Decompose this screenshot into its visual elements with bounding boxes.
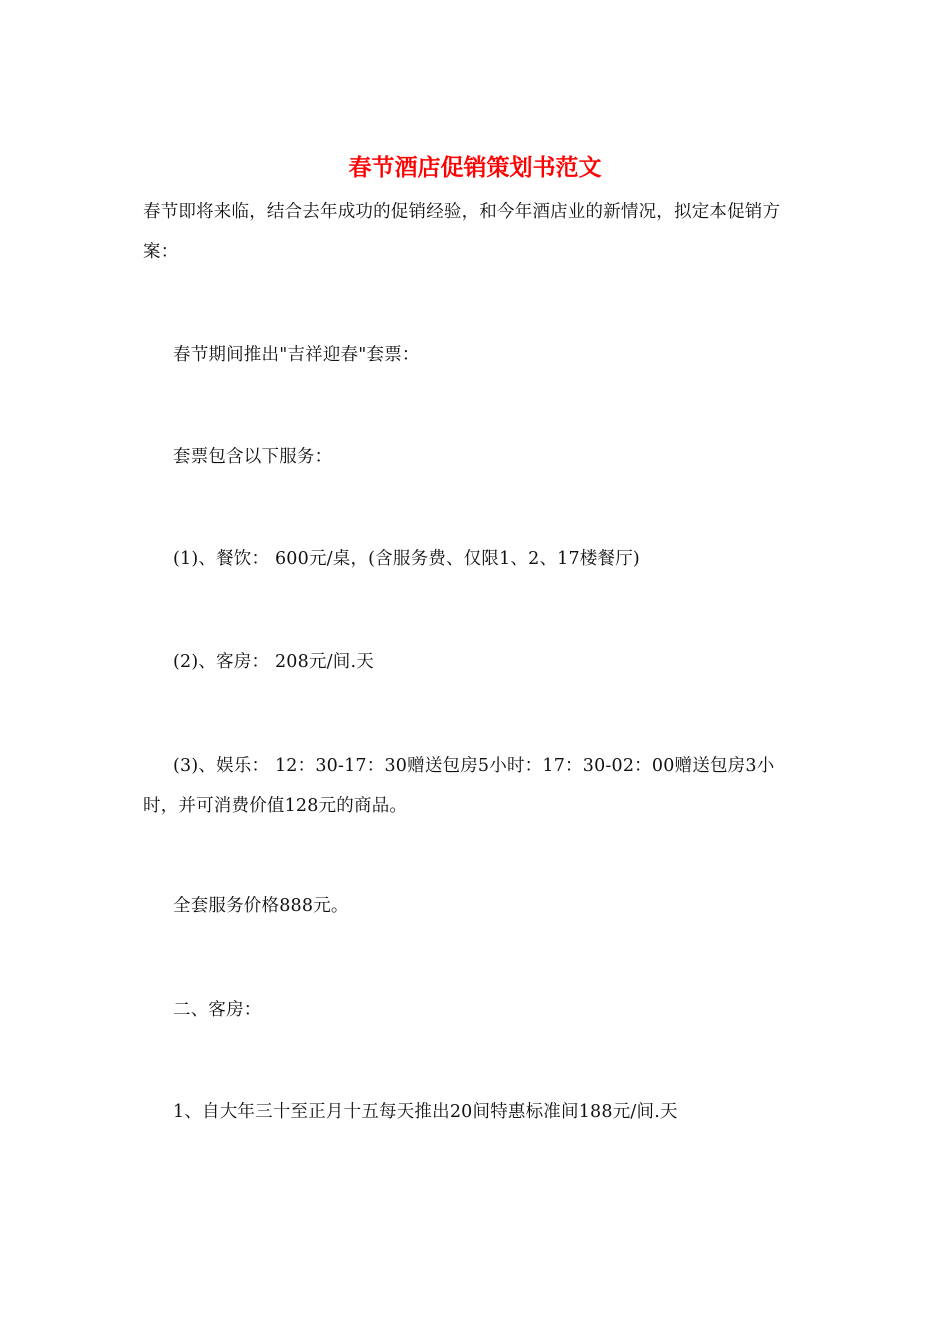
- package-services-heading: 套票包含以下服务：: [173, 447, 333, 467]
- service-item-entertainment: (3)、娱乐： 12：30-17：30赠送包房5小时：17：30-02：00赠送包房3小时，并可消费价值128元的商品。: [143, 756, 775, 816]
- section-heading-rooms: 二、客房：: [173, 1000, 262, 1020]
- room-offer-item: 1、自大年三十至正月十五每天推出20间特惠标准间188元/间.天: [173, 1102, 678, 1122]
- service-item-dining: (1)、餐饮： 600元/桌，(含服务费、仅限1、2、17楼餐厅): [173, 549, 640, 569]
- package-intro-paragraph: 春节期间推出"吉祥迎春"套票：: [173, 345, 420, 365]
- package-price-paragraph: 全套服务价格888元。: [173, 896, 349, 916]
- service-item-room: (2)、客房： 208元/间.天: [173, 652, 374, 672]
- document-title: 春节酒店促销策划书范文: [348, 154, 602, 181]
- intro-paragraph: 春节即将来临，结合去年成功的促销经验，和今年酒店业的新情况，拟定本促销方案：: [143, 202, 781, 262]
